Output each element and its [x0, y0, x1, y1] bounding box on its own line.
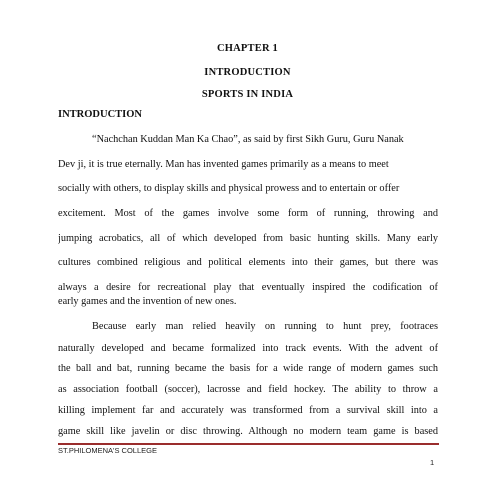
- paragraph-line: early games and the invention of new ones.: [58, 296, 237, 307]
- paragraph-line: always a desire for recreational play that eventually inspired the codification of: [58, 282, 438, 293]
- footer-college-name: ST.PHILOMENA'S COLLEGE: [58, 446, 157, 455]
- paragraph-line: socially with others, to display skills and physical prowess and to entertain or offer: [58, 183, 400, 194]
- paragraph-line: as association football (soccer), lacrosse and field hockey. The ability to throw a: [58, 384, 438, 395]
- paragraph-line: cultures combined religious and political elements into their games, but there was: [58, 257, 438, 268]
- chapter-title: INTRODUCTION: [204, 67, 291, 78]
- paragraph-line: jumping acrobatics, all of which developed from basic hunting skills. Many early: [58, 233, 438, 244]
- paragraph-line: naturally developed and became formalized into track events. With the advent of: [58, 343, 438, 354]
- paragraph-line: “Nachchan Kuddan Man Ka Chao”, as said by first Sikh Guru, Guru Nanak: [92, 134, 404, 145]
- paragraph-line: the ball and bat, running became the basis for a wide range of modern games such: [58, 363, 438, 374]
- chapter-number: CHAPTER 1: [216, 43, 278, 54]
- paragraph-line: Because early man relied heavily on running to hunt prey, footraces: [92, 321, 438, 332]
- paragraph-line: Dev ji, it is true eternally. Man has invented games primarily as a means to meet: [58, 159, 389, 170]
- paragraph-line: game skill like javelin or disc throwing. Although no modern team game is based: [58, 426, 438, 437]
- paragraph-line: killing implement far and accurately was transformed from a survival skill into a: [58, 405, 438, 416]
- page-number: 1: [430, 458, 435, 467]
- section-heading: INTRODUCTION: [58, 109, 143, 120]
- chapter-subtitle: SPORTS IN INDIA: [201, 89, 294, 100]
- footer-rule: [58, 443, 439, 445]
- paragraph-line: excitement. Most of the games involve some form of running, throwing and: [58, 208, 438, 219]
